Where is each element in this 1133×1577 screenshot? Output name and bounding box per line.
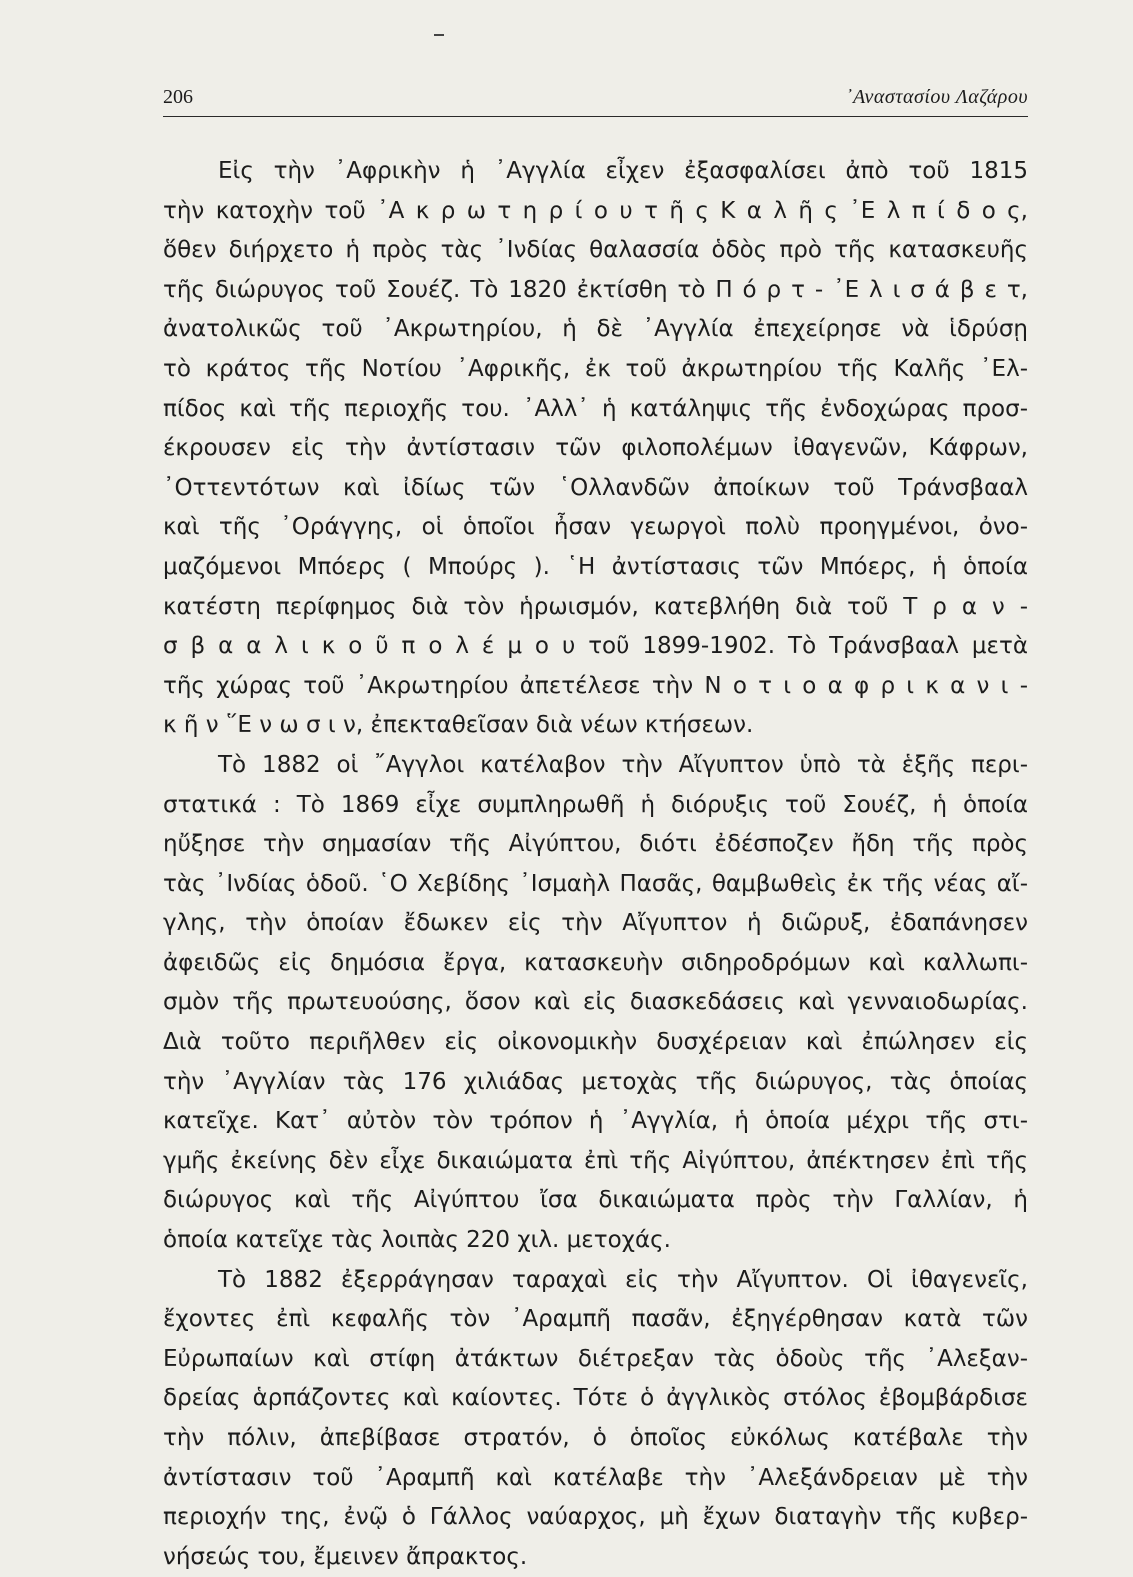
text-line: γμῆς ἐκείνης δὲν εἶχε δικαιώματα ἐπὶ τῆς Αἰγύπτου, ἀπέκτησεν ἐπὶ τῆς xyxy=(163,1147,1028,1174)
text-line: σ β α α λ ι κ ο ῦ π ο λ έ μ ο υ τοῦ 1899-1902. Τὸ Τράνσβααλ μετὰ xyxy=(163,633,1028,660)
text-line: τὸ κράτος τῆς Νοτίου ᾿Αφρικῆς, ἐκ τοῦ ἀκρωτηρίου τῆς Καλῆς ᾿Ελ- xyxy=(163,355,1028,382)
text-line: ἀντίστασιν τοῦ ᾿Αραμπῆ καὶ κατέλαβε τὴν ᾿Αλεξάνδρειαν μὲ τὴν xyxy=(163,1464,1028,1491)
page-header xyxy=(163,84,1028,117)
text-line: Τὸ 1882 ἐξερράγησαν ταραχαὶ εἰς τὴν Αἴγυπτον. Οἱ ἰθαγενεῖς, xyxy=(218,1266,1028,1293)
text-line: δρείας ἁρπάζοντες καὶ καίοντες. Τότε ὁ ἀγγλικὸς στόλος ἐβομβάρδισε xyxy=(163,1385,1028,1412)
paragraph xyxy=(163,746,1028,1261)
text-line: περιοχήν της, ἐνῷ ὁ Γάλλος ναύαρχος, μὴ ἔχων διαταγὴν τῆς κυβερ- xyxy=(163,1504,1028,1531)
text-line: καὶ τῆς ᾿Οράγγης, οἱ ὁποῖοι ἦσαν γεωργοὶ πολὺ προηγμένοι, ὀνο- xyxy=(163,514,1028,541)
text-line: γλης, τὴν ὁποίαν ἔδωκεν εἰς τὴν Αἴγυπτον ἡ διῶρυξ, ἐδαπάνησεν xyxy=(163,910,1028,937)
text-line: ὁποία κατεῖχε τὰς λοιπὰς 220 χιλ. μετοχάς. xyxy=(163,1227,671,1254)
text-line: Εἰς τὴν ᾿Αφρικὴν ἡ ᾿Αγγλία εἶχεν ἐξασφαλίσει ἀπὸ τοῦ 1815 xyxy=(218,158,1028,184)
paragraph xyxy=(163,1261,1028,1577)
text-line: ἀνατολικῶς τοῦ ᾿Ακρωτηρίου, ἡ δὲ ᾿Αγγλία ἐπεχείρησε νὰ ἱδρύσῃ xyxy=(163,316,1028,343)
text-line: έκρουσεν εἰς τὴν ἀντίστασιν τῶν φιλοπολέμων ἰθαγενῶν, Κάφρων, xyxy=(163,435,1028,462)
text-line: ηὔξησε τὴν σημασίαν τῆς Αἰγύπτου, διότι ἐδέσποζεν ἤδη τῆς πρὸς xyxy=(163,831,1028,858)
page-number: 206 xyxy=(163,86,193,108)
text-line: νήσεώς του, ἔμεινεν ἄπρακτος. xyxy=(163,1543,528,1570)
text-line: διώρυγος καὶ τῆς Αἰγύπτου ἴσα δικαιώματα πρὸς τὴν Γαλλίαν, ἡ xyxy=(163,1187,1028,1214)
text-line: ᾿Οττεντότων καὶ ἰδίως τῶν ῾Ολλανδῶν ἀποίκων τοῦ Τράνσβααλ xyxy=(163,474,1028,501)
text-line: τὴν κατοχὴν τοῦ ᾿Α κ ρ ω τ η ρ ί ο υ τ ῆ ς Κ α λ ῆ ς ᾿Ε λ π ί δ ο ς, xyxy=(163,197,1028,224)
paragraph xyxy=(163,152,1028,746)
text-line: τῆς χώρας τοῦ ᾿Ακρωτηρίου ἀπετέλεσε τὴν Ν ο τ ι ο α φ ρ ι κ α ν ι - xyxy=(163,672,1028,699)
text-line: ἔχοντες ἐπὶ κεφαλῆς τὸν ᾿Αραμπῆ πασᾶν, ἐξηγέρθησαν κατὰ τῶν xyxy=(163,1306,1028,1333)
text-line: πίδος καὶ τῆς περιοχῆς του. ᾿Αλλ᾿ ἡ κατάληψις τῆς ἐνδοχώρας προσ- xyxy=(163,395,1028,422)
text-line: μαζόμενοι Μπόερς ( Μπούρς ). ῾Η ἀντίστασις τῶν Μπόερς, ἡ ὁποία xyxy=(163,553,1028,580)
text-line: τῆς διώρυγος τοῦ Σουέζ. Τὸ 1820 ἐκτίσθη τὸ Π ό ρ τ - ᾿Ε λ ι σ ά β ε τ, xyxy=(163,276,1028,303)
body-text xyxy=(163,152,1028,1577)
text-line: τὰς ᾿Ινδίας ὁδοῦ. ῾Ο Χεβίδης ᾿Ισμαὴλ Πασᾶς, θαμβωθεὶς ἐκ τῆς νέας αἴ- xyxy=(163,870,1028,897)
text-line: κατεῖχε. Κατ᾿ αὐτὸν τὸν τρόπον ἡ ᾿Αγγλία, ἡ ὁποία μέχρι τῆς στι- xyxy=(163,1108,1028,1135)
text-line: σμὸν τῆς πρωτευούσης, ὅσον καὶ εἰς διασκεδάσεις καὶ γενναιοδωρίας. xyxy=(163,989,1028,1016)
text-line: τὴν πόλιν, ἀπεβίβασε στρατόν, ὁ ὁποῖος εὐκόλως κατέβαλε τὴν xyxy=(163,1425,1028,1451)
text-line: κατέστη περίφημος διὰ τὸν ἡρωισμόν, κατεβλήθη διὰ τοῦ Τ ρ α ν - xyxy=(163,593,1028,620)
text-line: κ ῆ ν ῞Ε ν ω σ ι ν, ἐπεκταθεῖσαν διὰ νέων κτήσεων. xyxy=(163,712,754,739)
running-head: ᾿Αναστασίου Λαζάρου xyxy=(845,86,1028,108)
text-line: Τὸ 1882 οἱ ῎Αγγλοι κατέλαβον τὴν Αἴγυπτον ὑπὸ τὰ ἑξῆς περι- xyxy=(218,751,1028,778)
text-line: τὴν ᾿Αγγλίαν τὰς 176 χιλιάδας μετοχὰς τῆς διώρυγος, τὰς ὁποίας xyxy=(163,1068,1028,1095)
text-line: ὅθεν διήρχετο ἡ πρὸς τὰς ᾿Ινδίας θαλασσία ὁδὸς πρὸ τῆς κατασκευῆς xyxy=(163,237,1028,264)
text-line: Διὰ τοῦτο περιῆλθεν εἰς οἰκονομικὴν δυσχέρειαν καὶ ἐπώλησεν εἰς xyxy=(163,1029,1028,1056)
text-line: ἀφειδῶς εἰς δημόσια ἔργα, κατασκευὴν σιδηροδρόμων καὶ καλλωπι- xyxy=(163,949,1028,976)
text-line: Εὐρωπαίων καὶ στίφη ἀτάκτων διέτρεξαν τὰς ὁδοὺς τῆς ᾿Αλεξαν- xyxy=(163,1345,1028,1372)
printer-mark xyxy=(434,34,444,36)
text-line: στατικά : Τὸ 1869 εἶχε συμπληρωθῆ ἡ διόρυξις τοῦ Σουέζ, ἡ ὁποία xyxy=(163,791,1028,818)
